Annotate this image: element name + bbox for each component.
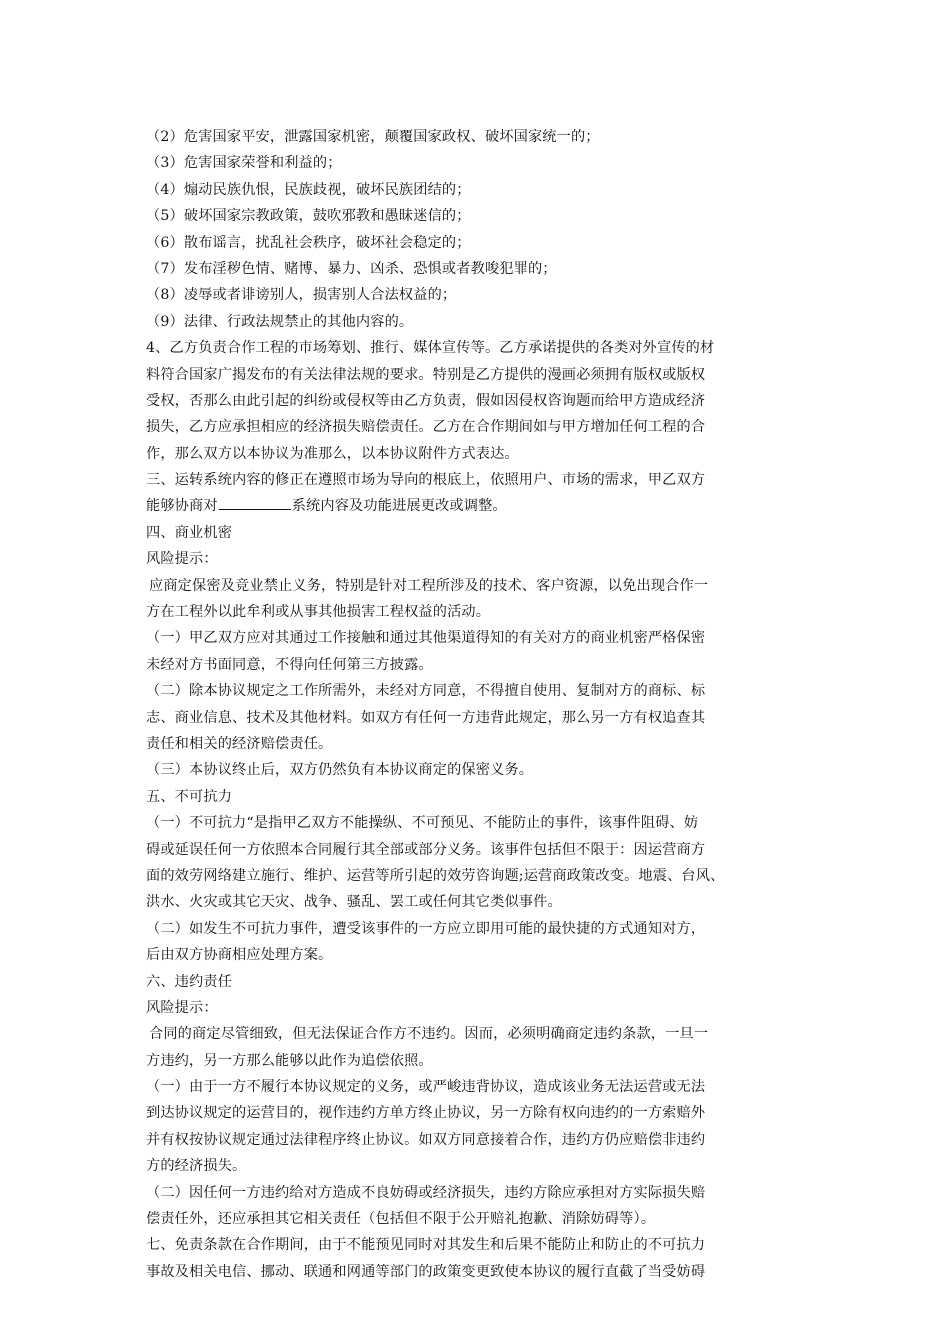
text-line: （5）破坏国家宗教政策，鼓吹邪教和愚昧迷信的； [146,208,471,225]
text-line: 并有权按协议规定通过法律程序终止协议。如双方同意接着合作，违约方仍应赔偿非违约 [146,1131,706,1148]
text-line: 七、免责条款在合作期间，由于不能预见同时对其发生和后果不能防止和防止的不可抗力 [146,1237,706,1254]
text-line: 责任和相关的经济赔偿责任。 [146,735,333,752]
text-line: 料符合国家广揭发布的有关法律法规的要求。特别是乙方提供的漫画必须拥有版权或版权 [146,366,706,383]
text-line: 碍或延误任何一方依照本合同履行其全部或部分义务。该事件包括但不限于：因运营商方 [146,841,706,858]
text-line: 未经对方书面同意，不得向任何第三方披露。 [146,656,433,673]
blank-line-after: 系统内容及功能进展更改或调整。 [291,498,507,515]
text-line: 方在工程外以此牟利或从事其他损害工程权益的活动。 [146,604,491,621]
document-page [146,124,816,1285]
text-line: 志、商业信息、技术及其他材料。如双方有任何一方违背此规定，那么另一方有权追查其 [146,709,706,726]
text-line: （4）煽动民族仇恨，民族歧视，破坏民族团结的； [146,181,471,198]
text-line: 三、运转系统内容的修正在遵照市场为导向的根底上，依照用户、市场的需求，甲乙双方 [146,472,706,489]
text-line: （二）如发生不可抗力事件，遭受该事件的一方应立即用可能的最快捷的方式通知对方， [146,920,706,937]
text-line: 事故及相关电信、挪动、联通和网通等部门的政策变更致使本协议的履行直截了当受妨碍 [146,1263,706,1280]
risk-label: 风险提示： [146,551,218,568]
text-line: （一）不可抗力“是指甲乙双方不能操纵、不可预见、不能防止的事件，该事件阻碍、妨 [146,815,699,832]
risk-label: 风险提示： [146,999,218,1016]
text-line: 面的效劳网络建立施行、维护、运营等所引起的效劳咨询题;运营商政策改变。地震、台风、 [146,867,725,884]
text-line: （2）危害国家平安，泄露国家机密，颠覆国家政权、破坏国家统一的； [146,129,600,145]
text-line: （7）发布淫秽色情、赌博、暴力、凶杀、恐惧或者教唆犯罪的； [146,260,557,277]
text-line: 受权，否那么由此引起的纠纷或侵权等由乙方负责，假如因侵权咨询题而给甲方造成经济 [146,392,706,409]
section-heading: 五、不可抗力 [146,788,233,805]
text-line: （一）甲乙双方应对其通过工作接触和通过其他渠道得知的有关对方的商业机密严格保密 [146,630,706,647]
text-line: 方的经济损失。 [146,1158,247,1175]
section-heading: 四、商业机密 [146,524,233,541]
text-line: （3）危害国家荣誉和利益的； [146,155,342,172]
text-line: （一）由于一方不履行本协议规定的义务，或严峻违背协议，造成该业务无法运营或无法 [146,1079,706,1096]
text-line: 4、乙方负责合作工程的市场筹划、推行、媒体宣传等。乙方承诺提供的各类对外宣传的材 [146,340,715,357]
text-line: 洪水、火灾或其它天灾、战争、骚乱、罢工或任何其它类似事件。 [146,894,562,911]
text-line: 后由双方协商相应处理方案。 [146,947,333,964]
text-line: （8）凌辱或者诽谤别人，损害别人合法权益的； [146,287,457,304]
text-line: 作，那么双方以本协议为准那么，以本协议附件方式表达。 [146,445,519,462]
text-line: 应商定保密及竞业禁止义务，特别是针对工程所涉及的技术、客户资源，以免出现合作一 [149,577,709,594]
text-line: （二）因任何一方违约给对方造成不良妨碍或经济损失，违约方除应承担对方实际损失赔 [146,1184,706,1201]
section-heading: 六、违约责任 [146,973,233,990]
text-line: 损失，乙方应承担相应的经济损失赔偿责任。乙方在合作期间如与甲方增加任何工程的合 [146,419,706,436]
text-line: 方违约，另一方那么能够以此作为追偿依照。 [146,1052,433,1069]
text-line: （9）法律、行政法规禁止的其他内容的。 [146,313,414,330]
text-line: （6）散布谣言，扰乱社会秩序，破坏社会稳定的； [146,234,471,251]
fill-in-blank [219,495,291,510]
text-line: （二）除本协议规定之工作所需外，未经对方同意，不得擅自使用、复制对方的商标、标 [146,683,706,700]
text-line: 合同的商定尽管细致，但无法保证合作方不违约。因而，必须明确商定违约条款，一旦一 [149,1026,709,1043]
text-line: 到达协议规定的运营目的，视作违约方单方终止协议，另一方除有权向违约的一方索赔外 [146,1105,706,1122]
blank-line-before: 能够协商对 [146,498,218,515]
text-line: （三）本协议终止后，双方仍然负有本协议商定的保密义务。 [146,762,534,779]
text-line-with-blank [146,493,816,519]
text-line: 偿责任外，还应承担其它相关责任（包括但不限于公开赔礼抱歉、消除妨碍等）。 [146,1211,656,1228]
